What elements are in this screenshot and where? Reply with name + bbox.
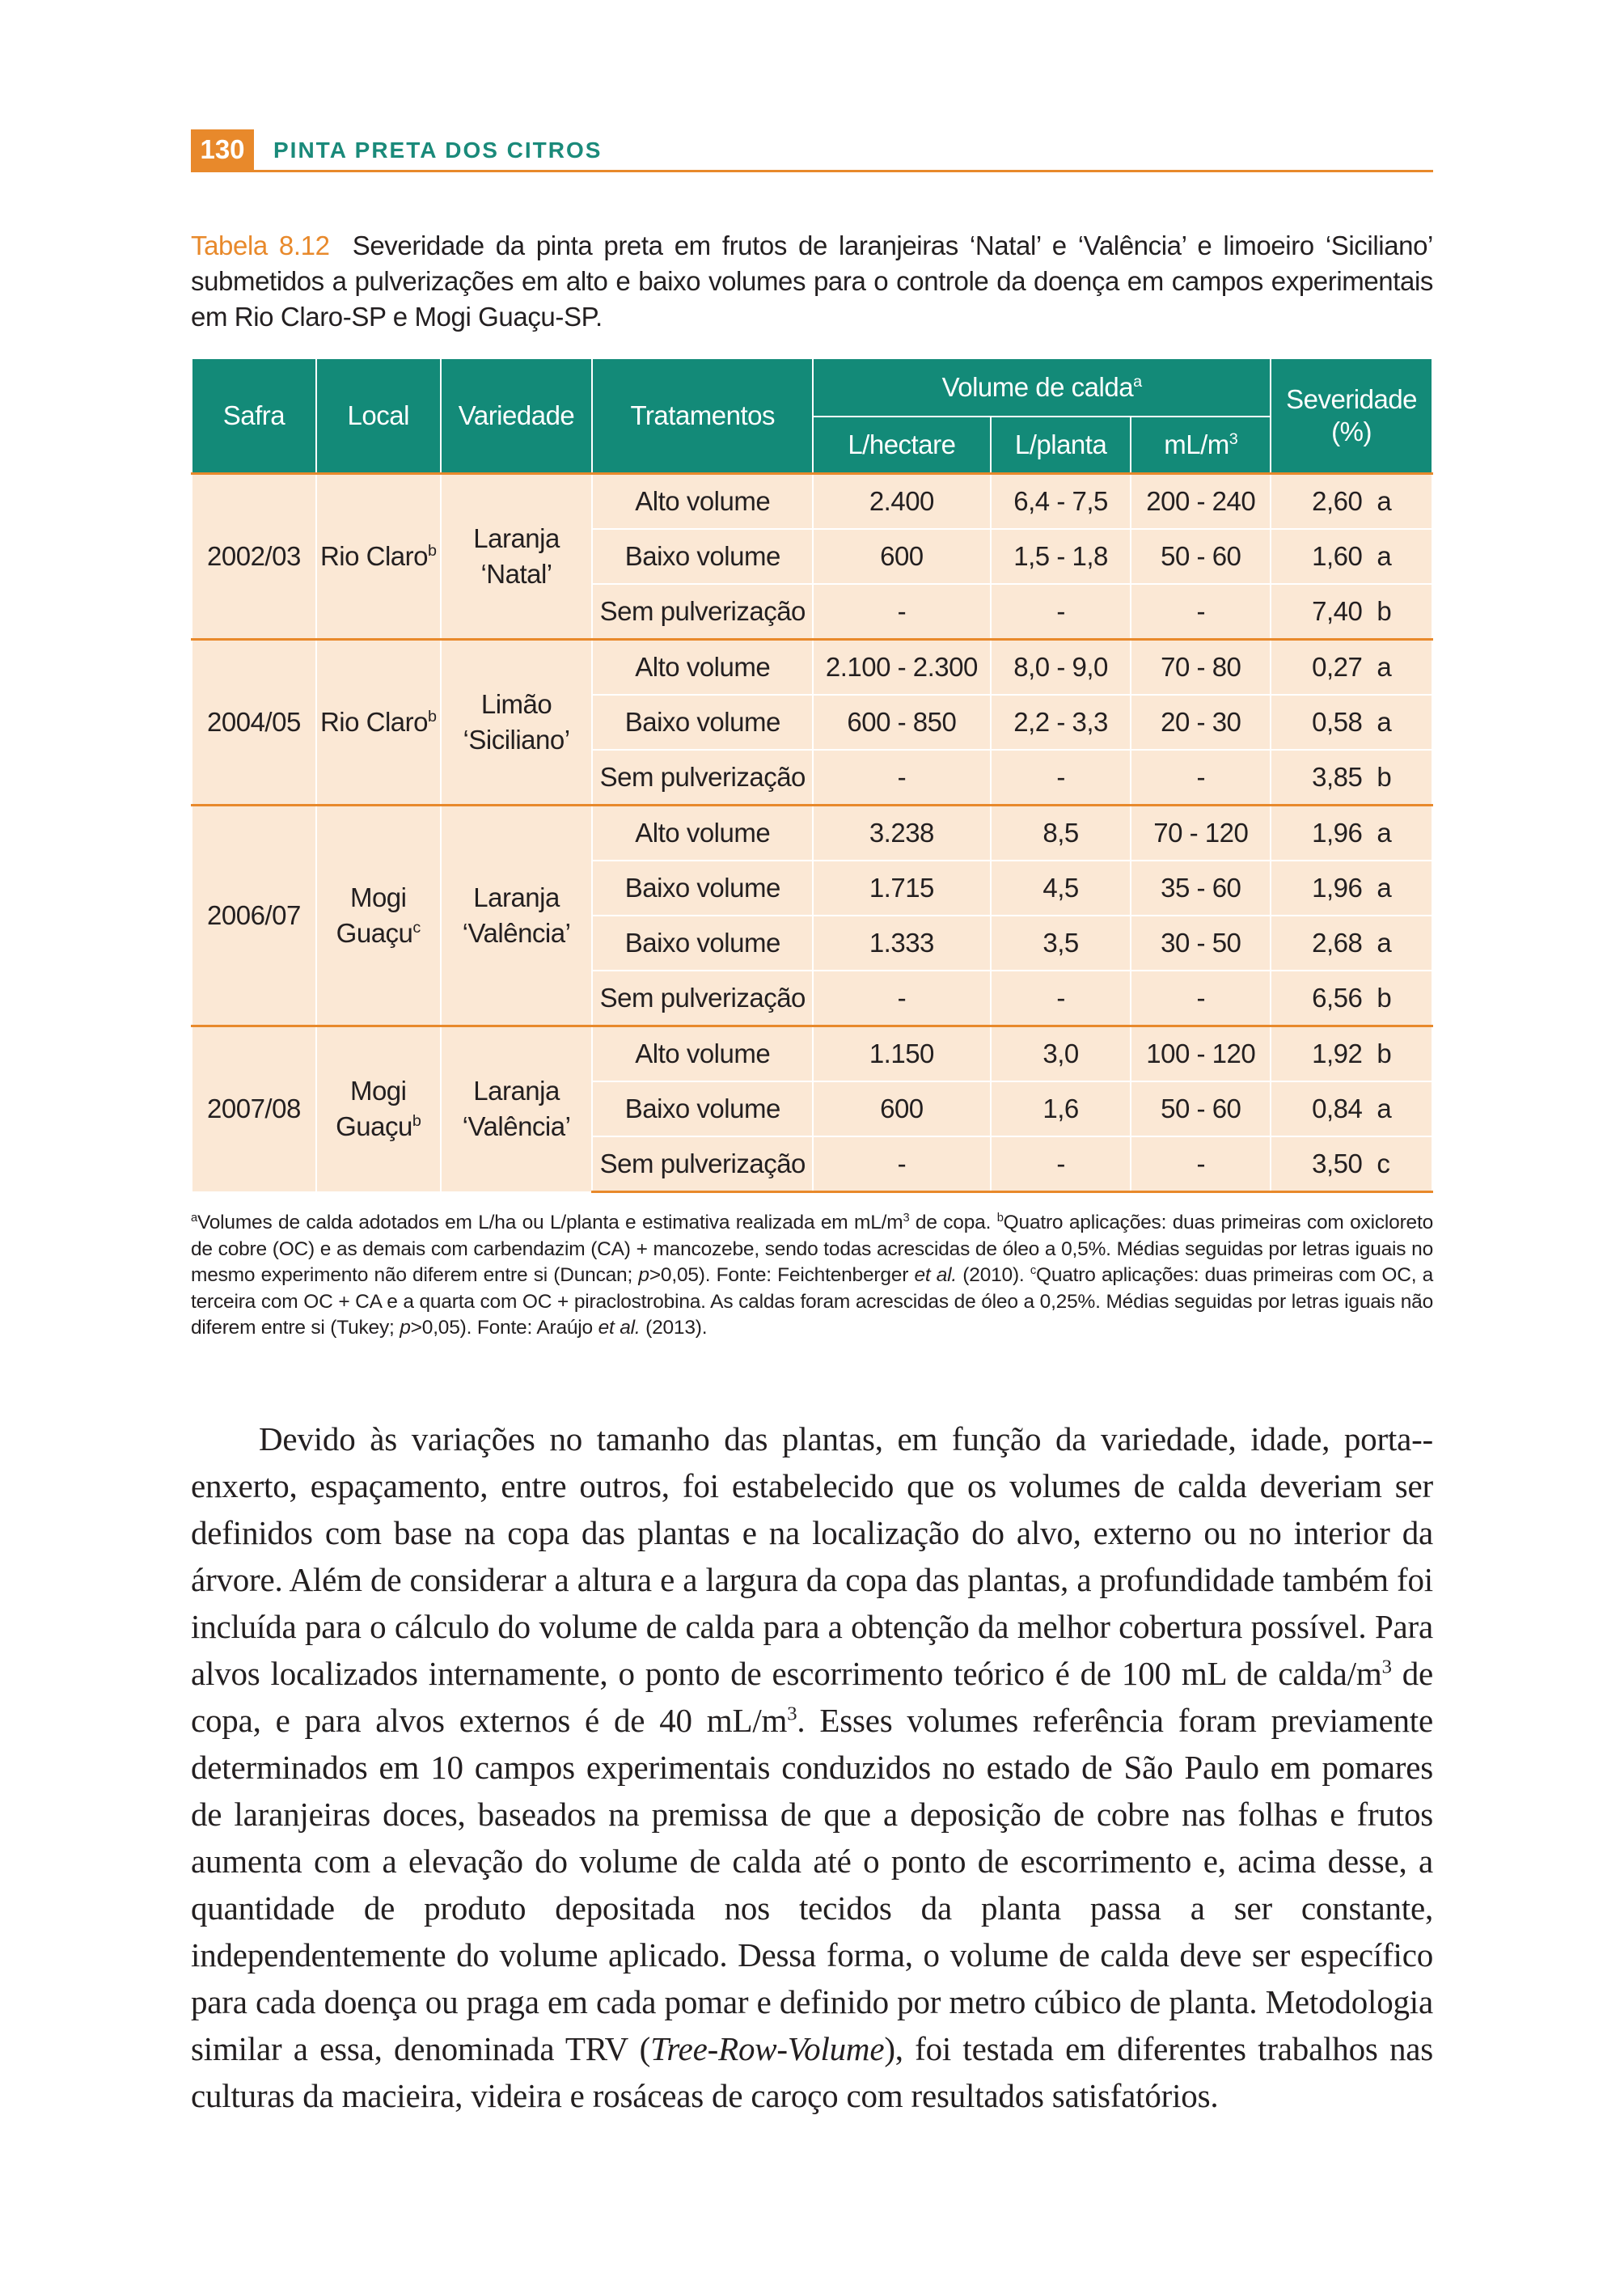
header-variedade: Variedade [441,358,593,474]
header-l-hectare: L/hectare [813,417,991,474]
data-table [191,357,1433,1193]
cell-l-hectare: 600 [813,529,991,584]
cell-variedade: Laranja ‘Natal’ [441,474,593,640]
cell-local: Rio Claro$^b$ [316,640,441,806]
cell-ml-m3: 20 - 30 [1131,695,1271,750]
cell-l-hectare: - [813,750,991,806]
cell-l-hectare: 1.715 [813,861,991,916]
cell-ml-m3: 100 - 120 [1131,1026,1271,1082]
header-volume-de-calda: Volume de calda$^a$ [813,358,1271,417]
cell-l-hectare: 2.400 [813,474,991,530]
cell-tratamento: Sem pulverização [592,971,813,1026]
cell-ml-m3: 70 - 120 [1131,806,1271,861]
cell-severidade: 1,96 a [1271,861,1432,916]
cell-variedade: Laranja ‘Valência’ [441,806,593,1026]
page-header [191,129,1433,172]
running-title: PINTA PRETA DOS CITROS [273,137,603,163]
cell-severidade: 0,58 a [1271,695,1432,750]
table-body [192,474,1432,1192]
cell-l-planta: 2,2 - 3,3 [991,695,1131,750]
cell-tratamento: Alto volume [592,806,813,861]
cell-l-hectare: 1.150 [813,1026,991,1082]
cell-severidade: 1,60 a [1271,529,1432,584]
cell-ml-m3: 200 - 240 [1131,474,1271,530]
cell-ml-m3: - [1131,584,1271,640]
cell-l-planta: 8,5 [991,806,1131,861]
cell-l-planta: 3,5 [991,916,1131,971]
cell-l-planta: 3,0 [991,1026,1131,1082]
table-row [192,474,1432,530]
header-ml-m3: $mL/m^3$ [1131,417,1271,474]
body-paragraph: Devido às variações no tamanho das plantas, em função da variedade, idade, porta--enxerto, espaçamento, entre outros, foi estabelecido que os volumes de calda deveriam ser definidos com base na copa das plantas e na localização do alvo, externo ou no interior da árvore. Além de considerar a altura e a largura da copa das plantas, a profundidade também foi incluída para o cálculo do volume de calda para a obtenção da melhor cobertura possível. Para alvos localizados internamente, o ponto de escorrimento teórico é de 100 mL de calda/$m^3$ de copa, e para alvos externos é de 40 $mL/m^3$. Esses volumes referência foram previamente determinados em 10 campos experimentais conduzidos no estado de São Paulo em pomares de laranjeiras doces, baseados na premissa de que a deposição de cobre nas folhas e frutos aumenta com a elevação do volume de calda até o ponto de escorrimento e, acima desse, a quantidade de produto depositada nos tecidos da planta passa a ser constante, independentemente do volume aplicado. Dessa forma, o volume de calda deve ser específico para cada doença ou praga em cada pomar e definido por metro cúbico de planta. Metodologia similar a essa, denominada TRV (Tree-Row-Volume), foi testada em diferentes trabalhos nas culturas da macieira, videira e rosáceas de caroço com resultados satisfatórios. [191,1420,1433,2114]
header-severidade: Severidade (%) [1271,358,1432,474]
cell-tratamento: Baixo volume [592,1081,813,1136]
cell-tratamento: Baixo volume [592,695,813,750]
table-row [192,806,1432,861]
cell-tratamento: Alto volume [592,1026,813,1082]
cell-safra: 2004/05 [192,640,316,806]
page-number: 130 [191,129,254,170]
cell-l-planta: - [991,750,1131,806]
cell-severidade: 3,85 b [1271,750,1432,806]
cell-l-planta: - [991,1136,1131,1192]
cell-l-planta: 1,6 [991,1081,1131,1136]
caption-text: Severidade da pinta preta em frutos de laranjeiras ‘Natal’ e ‘Valência’ e limoeiro ‘Siciliano’ submetidos a pulverizações em alto e baixo volumes para o controle da doença em campos experimentais em Rio Claro-SP e Mogi Guaçu-SP. [191,231,1433,332]
cell-severidade: 0,27 a [1271,640,1432,696]
header-safra: Safra [192,358,316,474]
cell-l-hectare: - [813,971,991,1026]
cell-ml-m3: - [1131,750,1271,806]
cell-l-hectare: 2.100 - 2.300 [813,640,991,696]
cell-l-planta: - [991,971,1131,1026]
table-row [192,640,1432,696]
cell-l-hectare: 600 - 850 [813,695,991,750]
cell-ml-m3: - [1131,1136,1271,1192]
cell-severidade: 2,60 a [1271,474,1432,530]
cell-tratamento: Sem pulverização [592,750,813,806]
cell-safra: 2002/03 [192,474,316,640]
table-caption [191,228,1433,335]
cell-severidade: 1,96 a [1271,806,1432,861]
cell-tratamento: Baixo volume [592,916,813,971]
table-footnote: $^a$Volumes de calda adotados em L/ha ou L/planta e estimativa realizada em $mL/m^3$ de copa. $^b$Quatro aplicações: duas primeiras com oxicloreto de cobre (OC) e as demais com carbendazim (CA) + mancozebe, sendo todas acrescidas de óleo a 0,5%. Médias seguidas por letras iguais no mesmo experimento não diferem entre si (Duncan; p>0,05). Fonte: Feichtenberger et al. (2010). $^c$Quatro aplicações: duas primeiras com OC, a terceira com OC + CA e a quarta com OC + piraclostrobina. As caldas foram acrescidas de óleo a 0,25%. Médias seguidas por letras iguais não diferem entre si (Tukey; p>0,05). Fonte: Araújo et al. (2013). [191,1211,1434,1339]
cell-variedade: Limão ‘Siciliano’ [441,640,593,806]
cell-safra: 2006/07 [192,806,316,1026]
cell-l-planta: - [991,584,1131,640]
cell-l-planta: 4,5 [991,861,1131,916]
cell-tratamento: Sem pulverização [592,1136,813,1192]
cell-l-hectare: - [813,584,991,640]
cell-tratamento: Sem pulverização [592,584,813,640]
cell-l-planta: 1,5 - 1,8 [991,529,1131,584]
cell-local: Rio Claro$^b$ [316,474,441,640]
cell-severidade: 1,92 b [1271,1026,1432,1082]
cell-tratamento: Baixo volume [592,861,813,916]
cell-ml-m3: 70 - 80 [1131,640,1271,696]
cell-severidade: 3,50 c [1271,1136,1432,1192]
cell-ml-m3: 50 - 60 [1131,529,1271,584]
cell-l-hectare: 3.238 [813,806,991,861]
cell-tratamento: Baixo volume [592,529,813,584]
cell-local: Mogi Guaçu$^c$ [316,806,441,1026]
cell-l-hectare: 1.333 [813,916,991,971]
table-label: Tabela 8.12 [191,231,330,260]
cell-tratamento: Alto volume [592,640,813,696]
cell-ml-m3: - [1131,971,1271,1026]
cell-severidade: 6,56 b [1271,971,1432,1026]
cell-safra: 2007/08 [192,1026,316,1192]
cell-severidade: 2,68 a [1271,916,1432,971]
cell-tratamento: Alto volume [592,474,813,530]
table-row [192,1026,1432,1082]
cell-variedade: Laranja ‘Valência’ [441,1026,593,1192]
cell-l-planta: 8,0 - 9,0 [991,640,1131,696]
header-l-planta: L/planta [991,417,1131,474]
cell-ml-m3: 50 - 60 [1131,1081,1271,1136]
header-local: Local [316,358,441,474]
cell-l-hectare: 600 [813,1081,991,1136]
cell-severidade: 7,40 b [1271,584,1432,640]
header-tratamentos: Tratamentos [592,358,813,474]
cell-local: Mogi Guaçu$^b$ [316,1026,441,1192]
cell-ml-m3: 30 - 50 [1131,916,1271,971]
cell-l-planta: 6,4 - 7,5 [991,474,1131,530]
cell-l-hectare: - [813,1136,991,1192]
cell-severidade: 0,84 a [1271,1081,1432,1136]
cell-ml-m3: 35 - 60 [1131,861,1271,916]
